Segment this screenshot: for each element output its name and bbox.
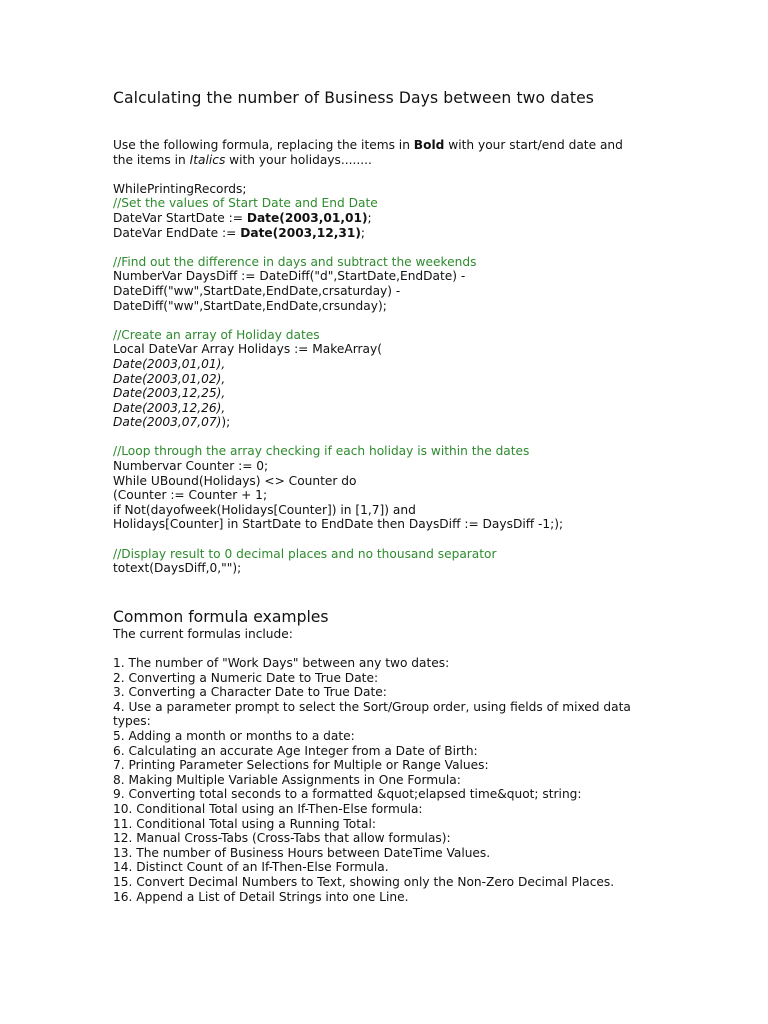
code-line: DateDiff("ww",StartDate,EndDate,crsaturday) - [113,283,401,298]
section-heading: Common formula examples [113,607,329,626]
intro-text: the items in [113,152,190,167]
code-bold-date: Date(2003,12,31) [240,225,361,240]
code-comment: //Display result to 0 decimal places and no thousand separator [113,546,497,561]
intro-italic-word: Italics [189,152,226,167]
intro-line-1 [113,138,753,153]
list-item: 8. Making Multiple Variable Assignments in One Formula: [113,772,461,787]
list-item: 10. Conditional Total using an If-Then-Else formula: [113,801,423,816]
list-item: 14. Distinct Count of an If-Then-Else Formula. [113,860,389,875]
list-item: 2. Converting a Numeric Date to True Date: [113,670,379,685]
intro-text: with your start/end date and [444,138,623,152]
code-line: Local DateVar Array Holidays := MakeArray( [113,342,382,357]
code-line: Numbervar Counter := 0; [113,459,269,474]
holiday-date: Date(2003,12,26), [113,400,226,415]
intro-text: with your holidays........ [225,152,372,167]
code-comment: //Set the values of Start Date and End Date [113,196,378,211]
code-line: WhilePrintingRecords; [113,181,247,196]
examples-list [113,656,753,904]
list-item: 15. Convert Decimal Numbers to Text, showing only the Non-Zero Decimal Places. [113,874,615,889]
list-item: 12. Manual Cross-Tabs (Cross-Tabs that allow formulas): [113,831,451,846]
code-line: DateDiff("ww",StartDate,EndDate,crsunday); [113,298,387,313]
code-text: ); [221,415,231,430]
intro-bold-word: Bold [413,138,445,152]
list-item: 3. Converting a Character Date to True Date: [113,685,387,700]
list-item: 13. The number of Business Hours between DateTime Values. [113,845,491,860]
code-line: NumberVar DaysDiff := DateDiff("d",StartDate,EndDate) - [113,269,466,284]
code-line: Holidays[Counter] in StartDate to EndDate then DaysDiff := DaysDiff -1;); [113,517,564,532]
code-line: (Counter := Counter + 1; [113,488,268,503]
code-comment: //Loop through the array checking if each holiday is within the dates [113,444,530,459]
intro-line-2 [113,153,753,168]
holiday-date: Date(2003,01,02), [113,371,226,386]
list-item: 16. Append a List of Detail Strings into one Line. [113,889,409,904]
list-item: 6. Calculating an accurate Age Integer from a Date of Birth: [113,743,478,758]
holiday-date: Date(2003,07,07) [113,415,222,430]
list-item: 4. Use a parameter prompt to select the Sort/Group order, using fields of mixed data types: [113,699,631,729]
code-line: totext(DaysDiff,0,""); [113,561,242,576]
holiday-date: Date(2003,01,01), [113,356,226,371]
code-comment: //Find out the difference in days and subtract the weekends [113,254,477,269]
section-subheading: The current formulas include: [113,626,293,641]
code-line: if Not(dayofweek(Holidays[Counter]) in [1,7]) and [113,502,416,517]
code-text: ; [360,225,366,240]
list-item: 7. Printing Parameter Selections for Multiple or Range Values: [113,758,489,773]
list-item: 5. Adding a month or months to a date: [113,728,355,743]
code-bold-date: Date(2003,01,01) [246,210,368,225]
page-title: Calculating the number of Business Days between two dates [113,89,594,107]
code-text: ; [367,210,372,225]
code-line: While UBound(Holidays) <> Counter do [113,473,357,488]
list-item: 9. Converting total seconds to a formatted &quot;elapsed time&quot; string: [113,787,582,802]
list-item: 11. Conditional Total using a Running Total: [113,816,376,831]
code-text: DateVar EndDate := [113,225,241,240]
code-line [113,415,753,430]
document-page [113,88,753,904]
code-comment: //Create an array of Holiday dates [113,327,320,342]
code-line [113,211,753,226]
holiday-date: Date(2003,12,25), [113,386,226,401]
code-line [113,226,753,241]
intro-text: Use the following formula, replacing the items in [113,138,414,152]
list-item: 1. The number of "Work Days" between any two dates: [113,656,450,670]
code-text: DateVar StartDate := [113,210,247,225]
